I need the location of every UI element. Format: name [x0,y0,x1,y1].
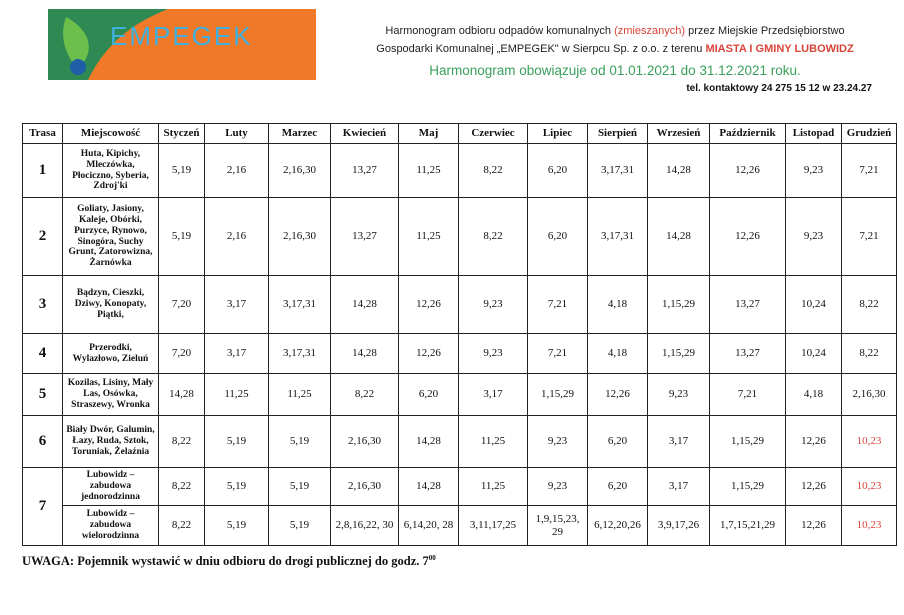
table-row [23,506,897,546]
date-cell: 1,15,29 [648,276,710,334]
date-cell: 3,17 [205,334,269,374]
date-cell: 1,7,15,21,29 [710,506,786,546]
locations: Przerodki, Wylazłowo, Zieluń [63,334,159,374]
date-cell: 7,21 [842,198,897,276]
date-cell: 9,23 [459,276,528,334]
date-cell: 3,17,31 [588,198,648,276]
date-cell: 7,20 [159,334,205,374]
date-cell: 6,14,20, 28 [399,506,459,546]
col-header: Sierpień [588,124,648,144]
date-cell: 3,17,31 [588,144,648,198]
date-cell: 6,20 [528,144,588,198]
date-cell: 14,28 [331,334,399,374]
col-header: Kwiecień [331,124,399,144]
col-header: Luty [205,124,269,144]
trasa-number: 4 [23,334,63,374]
date-cell: 2,8,16,22, 30 [331,506,399,546]
date-cell: 5,19 [159,144,205,198]
trasa-number: 7 [23,468,63,546]
date-cell: 11,25 [459,416,528,468]
date-cell: 5,19 [205,506,269,546]
col-header: Wrzesień [648,124,710,144]
locations: Goliaty, Jasiony, Kaleje, Obórki, Purzyce, Rynowo, Sinogóra, Suchy Grunt, Zatorowizna, Żarnówka [63,198,159,276]
date-cell: 8,22 [159,416,205,468]
schedule-table [22,123,897,546]
date-cell: 13,27 [331,198,399,276]
date-cell: 12,26 [399,334,459,374]
date-cell: 1,9,15,23, 29 [528,506,588,546]
date-cell: 12,26 [786,506,842,546]
date-cell: 4,18 [588,276,648,334]
date-cell: 8,22 [842,334,897,374]
date-cell: 3,17,31 [269,334,331,374]
date-cell: 11,25 [399,144,459,198]
date-cell: 2,16,30 [331,416,399,468]
date-cell: 3,17 [648,416,710,468]
trasa-number: 3 [23,276,63,334]
date-cell: 4,18 [786,374,842,416]
date-cell: 7,21 [528,334,588,374]
locations: Huta, Kipichy, Mleczówka, Płociczno, Syberia, Zdroj'ki [63,144,159,198]
date-cell: 14,28 [399,468,459,506]
col-header: Miejscowość [63,124,159,144]
validity-period: Harmonogram obowiązuje od 01.01.2021 do 31.12.2021 roku. [429,63,801,78]
date-cell: 11,25 [399,198,459,276]
date-cell: 12,26 [710,144,786,198]
date-cell: 14,28 [648,198,710,276]
date-cell: 11,25 [269,374,331,416]
date-cell: 5,19 [269,506,331,546]
trasa-number: 5 [23,374,63,416]
table-row [23,374,897,416]
date-cell: 5,19 [205,468,269,506]
trasa-number: 1 [23,144,63,198]
table-row [23,334,897,374]
locations: Lubowidz – zabudowa jednorodzinna [63,468,159,506]
locations: Lubowidz – zabudowa wielorodzinna [63,506,159,546]
table-row [23,198,897,276]
date-cell: 14,28 [159,374,205,416]
date-cell: 6,12,20,26 [588,506,648,546]
col-header: Styczeń [159,124,205,144]
trasa-number: 6 [23,416,63,468]
date-cell: 1,15,29 [710,416,786,468]
date-cell: 9,23 [459,334,528,374]
col-header: Lipiec [528,124,588,144]
date-cell: 6,20 [528,198,588,276]
date-cell: 2,16,30 [269,144,331,198]
date-cell: 10,24 [786,334,842,374]
header-line-1: Harmonogram odbioru odpadów komunalnych (zmieszanych) przez Miejskie Przedsiębiorstwo [385,25,845,37]
date-cell: 12,26 [786,468,842,506]
date-cell: 9,23 [786,144,842,198]
date-cell: 6,20 [399,374,459,416]
header-line-2: Gospodarki Komunalnej „EMPEGEK" w Sierpcu Sp. z o.o. z terenu MIASTA I GMINY LUBOWIDZ [376,43,854,55]
date-cell: 3,17 [205,276,269,334]
date-cell: 1,15,29 [648,334,710,374]
locations: Bądzyn, Cieszki, Dziwy, Konopaty, Piątki, [63,276,159,334]
col-header: Grudzień [842,124,897,144]
date-cell: 12,26 [588,374,648,416]
date-cell: 11,25 [459,468,528,506]
table-row [23,416,897,468]
date-cell: 5,19 [269,416,331,468]
date-cell: 7,21 [528,276,588,334]
header-row [23,124,897,144]
table-row [23,276,897,334]
date-cell: 14,28 [648,144,710,198]
date-cell: 8,22 [459,198,528,276]
date-cell: 3,17,31 [269,276,331,334]
date-cell: 4,18 [588,334,648,374]
date-cell: 8,22 [459,144,528,198]
date-cell: 13,27 [710,276,786,334]
date-cell: 12,26 [786,416,842,468]
table-row [23,144,897,198]
date-cell: 3,9,17,26 [648,506,710,546]
date-cell: 6,20 [588,468,648,506]
date-cell: 2,16,30 [269,198,331,276]
date-cell: 12,26 [399,276,459,334]
date-cell: 13,27 [710,334,786,374]
date-cell: 10,23 [842,468,897,506]
col-header: Listopad [786,124,842,144]
date-cell: 13,27 [331,144,399,198]
empegek-logo [48,9,316,80]
date-cell: 7,21 [710,374,786,416]
date-cell: 3,11,17,25 [459,506,528,546]
date-cell: 10,23 [842,416,897,468]
date-cell: 7,20 [159,276,205,334]
date-cell: 12,26 [710,198,786,276]
col-header: Czerwiec [459,124,528,144]
date-cell: 6,20 [588,416,648,468]
date-cell: 14,28 [399,416,459,468]
logo-text: EMPEGEK [110,21,253,51]
date-cell: 8,22 [331,374,399,416]
date-cell: 2,16,30 [842,374,897,416]
date-cell: 1,15,29 [710,468,786,506]
date-cell: 9,23 [786,198,842,276]
locations: Kozilas, Lisiny, Mały Las, Osówka, Straszewy, Wronka [63,374,159,416]
date-cell: 8,22 [159,468,205,506]
notice: UWAGA: Pojemnik wystawić w dniu odbioru do drogi publicznej do godz. $7^{00}$ [22,554,436,569]
trasa-number: 2 [23,198,63,276]
date-cell: 2,16 [205,198,269,276]
date-cell: 10,24 [786,276,842,334]
date-cell: 7,21 [842,144,897,198]
col-header: Październik [710,124,786,144]
contact-phone: tel. kontaktowy 24 275 15 12 w 23.24.27 [686,83,872,94]
col-header: Marzec [269,124,331,144]
date-cell: 5,19 [205,416,269,468]
date-cell: 9,23 [648,374,710,416]
date-cell: 5,19 [159,198,205,276]
date-cell: 3,17 [648,468,710,506]
date-cell: 2,16 [205,144,269,198]
date-cell: 8,22 [842,276,897,334]
date-cell: 8,22 [159,506,205,546]
date-cell: 14,28 [331,276,399,334]
col-header: Trasa [23,124,63,144]
date-cell: 1,15,29 [528,374,588,416]
date-cell: 2,16,30 [331,468,399,506]
date-cell: 9,23 [528,416,588,468]
date-cell: 5,19 [269,468,331,506]
col-header: Maj [399,124,459,144]
date-cell: 9,23 [528,468,588,506]
date-cell: 3,17 [459,374,528,416]
table-row [23,468,897,506]
locations: Biały Dwór, Galumin, Łazy, Ruda, Sztok, Toruniak, Żelaźnia [63,416,159,468]
date-cell: 10,23 [842,506,897,546]
date-cell: 11,25 [205,374,269,416]
